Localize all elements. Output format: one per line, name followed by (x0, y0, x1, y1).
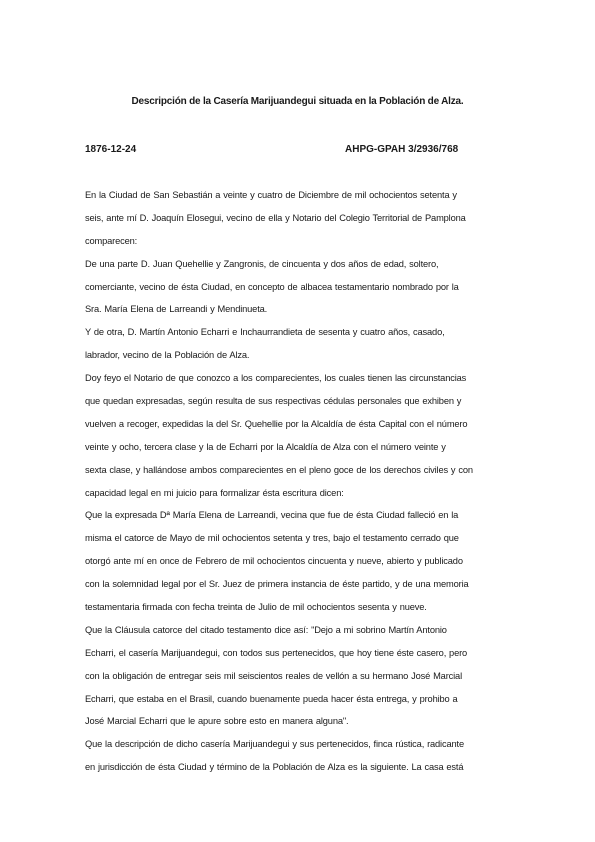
body-line: Que la Cláusula catorce del citado testamento dice así: "Dejo a mi sobrino Martín Antonio (85, 624, 447, 635)
body-line: Echarri, que estaba en el Brasil, cuando buenamente pueda hacer ésta entrega, y prohibo a (85, 693, 458, 704)
document-date: 1876-12-24 (85, 144, 137, 155)
body-line: testamentaria firmada con fecha treinta de Julio de mil ochocientos sesenta y nueve. (85, 602, 427, 613)
body-line: Sra. María Elena de Larreandi y Mendinueta. (85, 304, 268, 315)
body-line: capacidad legal en mi juicio para formalizar ésta escritura dicen: (85, 487, 344, 498)
body-line: Que la descripción de dicho casería Marijuandegui y sus pertenecidos, finca rústica, radicante (85, 739, 464, 750)
body-line: labrador, vecino de la Población de Alza. (85, 350, 250, 361)
body-line: otorgó ante mí en once de Febrero de mil ochocientos cincuenta y nueve, abierto y publicado (85, 556, 463, 567)
body-line: En la Ciudad de San Sebastián a veinte y cuatro de Diciembre de mil ochocientos setenta y (85, 190, 457, 200)
body-line: con la obligación de entregar seis mil seiscientos reales de vellón a su hermano José Marcial (85, 670, 462, 681)
body-line: comparecen: (85, 235, 138, 246)
body-line: vuelven a recoger, expedidas la del Sr. Quehellie por la Alcaldía de ésta Capital con el número (85, 418, 468, 429)
document-title: Descripción de la Casería Marijuandegui situada en la Población de Alza. (131, 96, 464, 107)
body-line: misma el catorce de Mayo de mil ochocientos setenta y tres, bajo el testamento cerrado que (85, 533, 459, 544)
archive-reference: AHPG-GPAH 3/2936/768 (345, 144, 459, 155)
body-line: en jurisdicción de ésta Ciudad y término de la Población de Alza es la siguiente. La casa está (85, 762, 464, 773)
body-line: Y de otra, D. Martín Antonio Echarri e Inchaurrandieta de sesenta y cuatro años, casado, (85, 327, 445, 338)
body-line: José Marcial Echarri que le apure sobre esto en manera alguna". (85, 716, 349, 727)
body-line: Que la expresada Dª María Elena de Larreandi, vecina que fue de ésta Ciudad falleció en la (85, 510, 459, 521)
body-line: comerciante, vecino de ésta Ciudad, en concepto de albacea testamentario nombrado por la (85, 281, 459, 292)
body-line: De una parte D. Juan Quehellie y Zangronis, de cincuenta y dos años de edad, soltero, (85, 258, 439, 269)
body-line: veinte y ocho, tercera clase y la de Echarri por la Alcaldía de Alza con el número veinte y (85, 441, 446, 452)
body-line: seis, ante mí D. Joaquín Elosegui, vecino de ella y Notario del Colegio Territorial de Pamplona (85, 212, 466, 223)
body-line: con la solemnidad legal por el Sr. Juez de primera instancia de éste partido, y de una memoria (85, 579, 469, 590)
body-line: que quedan expresadas, según resulta de sus respectivas cédulas personales que exhiben y (85, 396, 462, 407)
document-body (85, 184, 515, 779)
body-line: Echarri, el casería Marijuandegui, con todos sus pertenecidos, que hoy tiene éste casero, pero (85, 647, 468, 658)
body-line: sexta clase, y hallándose ambos comparecientes en el pleno goce de los derechos civiles y con (85, 464, 473, 475)
body-line: Doy feyo el Notario de que conozco a los comparecientes, los cuales tienen las circunstancias (85, 373, 467, 384)
